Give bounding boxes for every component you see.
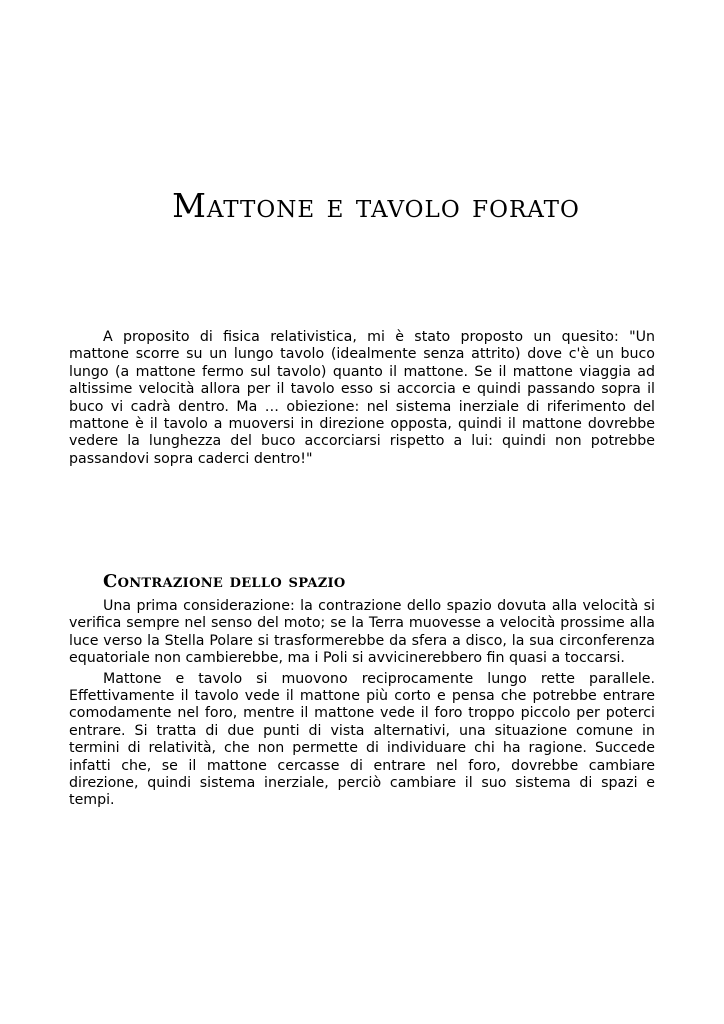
section-paragraph: Mattone e tavolo si muovono reciprocamente lungo rette parallele. Effettivamente il tavolo vede il mattone più corto e pensa che potrebbe entrare comodamente nel foro, mentre il mattone vede il foro troppo piccolo per poterci entrare. Si tratta di due punti di vista alternativi, una situazione comune in termini di relatività, che non permette di individuare chi ha ragione. Succede infatti che, se il mattone cercasse di entrare nel foro, dovrebbe cambiare direzione, quindi sistema inerziale, perciò cambiare il suo sistema di spazi e tempi.	[69, 670, 655, 809]
section-heading: Contrazione dello spazio	[103, 571, 346, 592]
intro-paragraph: A proposito di fisica relativistica, mi è stato proposto un quesito: "Un mattone scorre su un lungo tavolo (idealmente senza attrito) dove c'è un buco lungo (a mattone fermo sul tavolo) quanto il mattone. Se il mattone viaggia ad altissime velocità allora per il tavolo esso si accorcia e quindi passando sopra il buco vi cadrà dentro. Ma … obiezione: nel sistema inerziale di riferimento del mattone è il tavolo a muoversi in direzione opposta, quindi il mattone dovrebbe vedere la lunghezza del buco accorciarsi rispetto a lui: quindi non potrebbe passandovi sopra caderci dentro!"	[69, 329, 655, 467]
intro-block	[69, 329, 655, 468]
section-paragraph: Una prima considerazione: la contrazione dello spazio dovuta alla velocità si verifica sempre nel senso del moto; se la Terra muovesse a velocità prossime alla luce verso la Stella Polare si trasformerebbe da sfera a disco, la sua circonferenza equatoriale non cambierebbe, ma i Poli si avvicinerebbero fin quasi a toccarsi.	[69, 598, 655, 667]
page-title: Mattone e tavolo forato	[172, 186, 580, 225]
section-body	[69, 598, 655, 810]
